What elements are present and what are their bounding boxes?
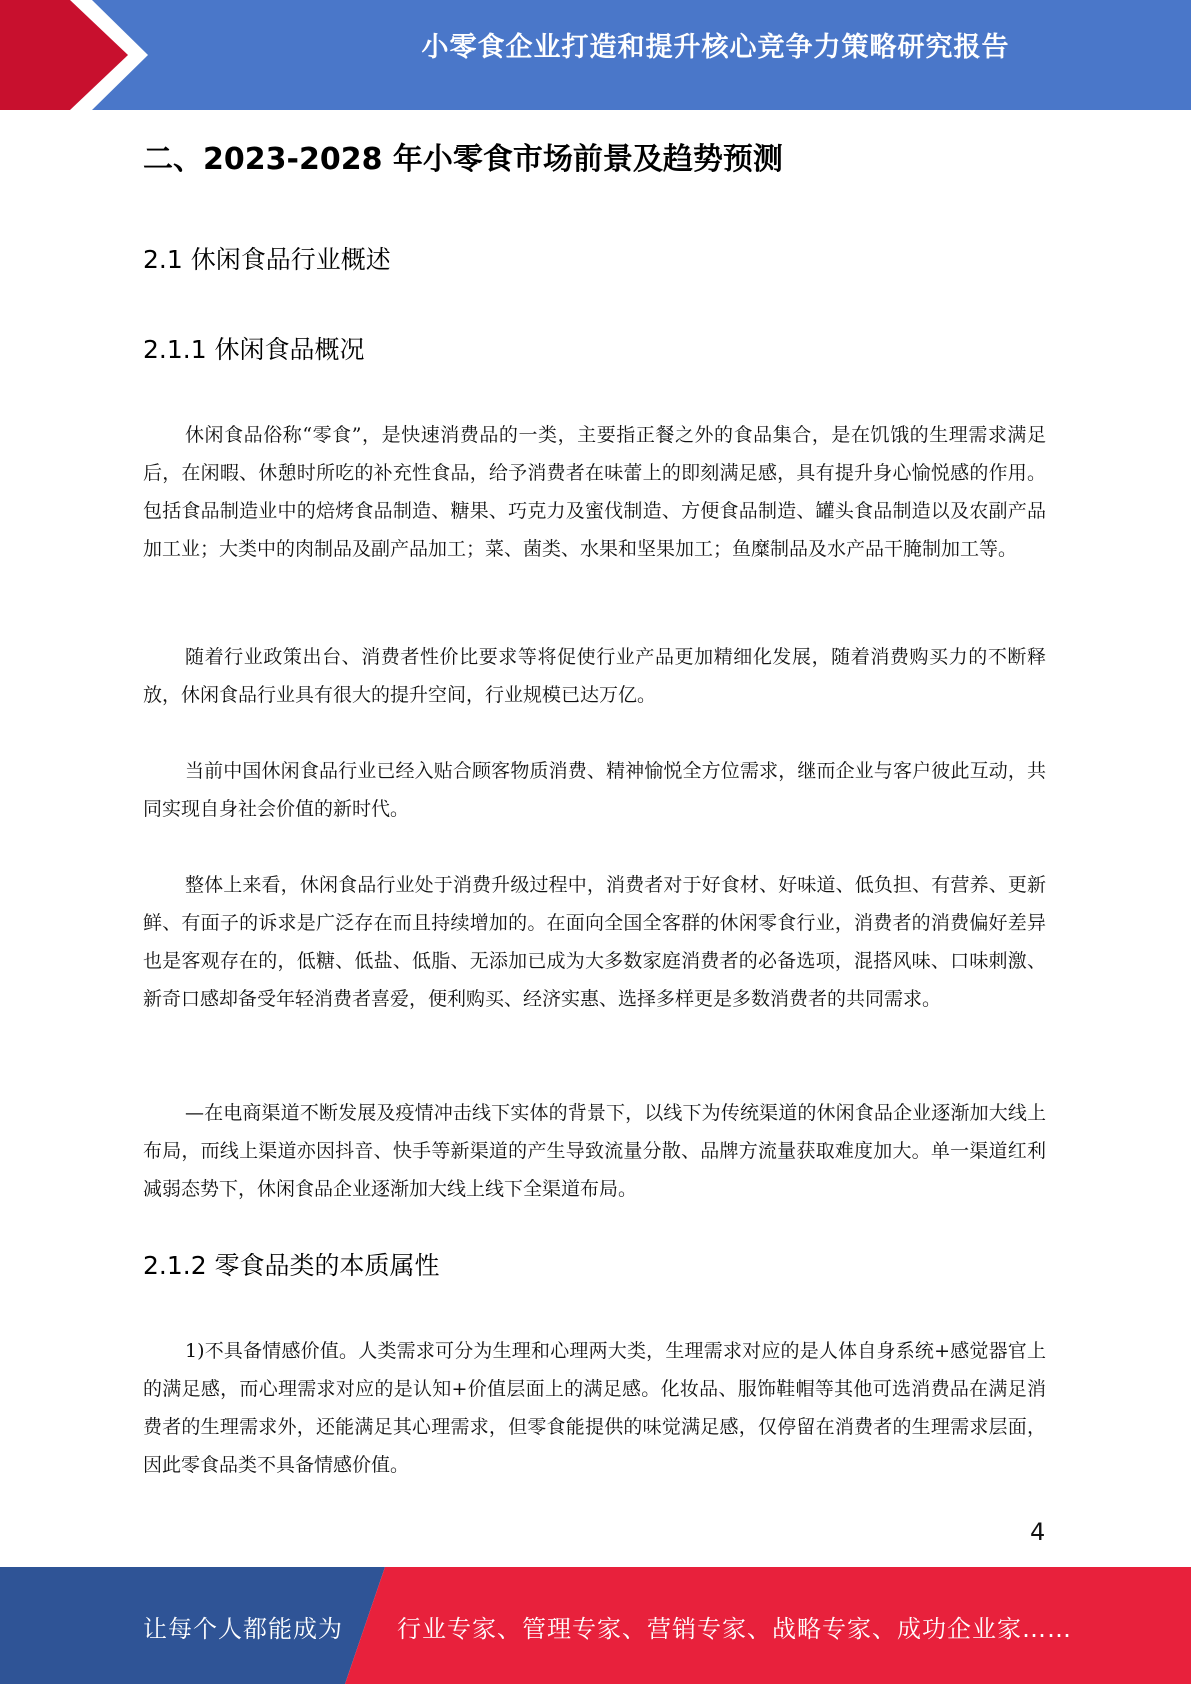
footer-slogan-right: 行业专家、管理专家、营销专家、战略专家、成功企业家…… (397, 1615, 1072, 1643)
paragraph: 1)不具备情感价值。人类需求可分为生理和心理两大类，生理需求对应的是人体自身系统+感觉器官上的满足感，而心理需求对应的是认知+价值层面上的满足感。化妆品、服饰鞋帽等其他可选消费品在满足消费者的生理需求外，还能满足其心理需求，但零食能提供的味觉满足感，仅停留在消费者的生理需求层面，因此零食品类不具备情感价值。 (143, 1340, 1046, 1476)
subsection-title: 2.1.2 零食品类的本质属性 (143, 1251, 440, 1280)
paragraph: 当前中国休闲食品行业已经入贴合顾客物质消费、精神愉悦全方位需求，继而企业与客户彼此互动，共同实现自身社会价值的新时代。 (143, 760, 1046, 820)
paragraph: 休闲食品俗称“零食”，是快速消费品的一类，主要指正餐之外的食品集合，是在饥饿的生理需求满足后，在闲暇、休憩时所吃的补充性食品，给予消费者在味蕾上的即刻满足感，具有提升身心愉悦感的作用。包括食品制造业中的焙烤食品制造、糖果、巧克力及蜜伐制造、方便食品制造、罐头食品制造以及农副产品加工业；大类中的肉制品及副产品加工；菜、菌类、水果和坚果加工；鱼糜制品及水产品干腌制加工等。 (143, 424, 1046, 560)
chapter-title: 二、2023-2028 年小零食市场前景及趋势预测 (143, 142, 783, 177)
page-footer (0, 1567, 1191, 1684)
subsection-title: 2.1.1 休闲食品概况 (143, 335, 365, 364)
page-number: 4 (1030, 1518, 1046, 1546)
page-header (0, 0, 1191, 110)
paragraph: 整体上来看，休闲食品行业处于消费升级过程中，消费者对于好食材、好味道、低负担、有营养、更新鲜、有面子的诉求是广泛存在而且持续增加的。在面向全国全客群的休闲零食行业，消费者的消费偏好差异也是客观存在的，低糖、低盐、低脂、无添加已成为大多数家庭消费者的必备选项，混搭风味、口味刺激、新奇口感却备受年轻消费者喜爱，便利购买、经济实惠、选择多样更是多数消费者的共同需求。 (143, 874, 1046, 1010)
footer-slogan-left: 让每个人都能成为 (143, 1615, 343, 1643)
paragraph: —在电商渠道不断发展及疫情冲击线下实体的背景下，以线下为传统渠道的休闲食品企业逐渐加大线上布局，而线上渠道亦因抖音、快手等新渠道的产生导致流量分散、品牌方流量获取难度加大。单一渠道红利减弱态势下，休闲食品企业逐渐加大线上线下全渠道布局。 (143, 1102, 1046, 1200)
section-title: 2.1 休闲食品行业概述 (143, 245, 391, 274)
page-content (143, 138, 1046, 1476)
red-arrow-decoration (0, 0, 160, 110)
paragraph: 随着行业政策出台、消费者性价比要求等将促使行业产品更加精细化发展，随着消费购买力的不断释放，休闲食品行业具有很大的提升空间，行业规模已达万亿。 (143, 646, 1046, 706)
report-title: 小零食企业打造和提升核心竞争力策略研究报告 (421, 32, 1010, 63)
